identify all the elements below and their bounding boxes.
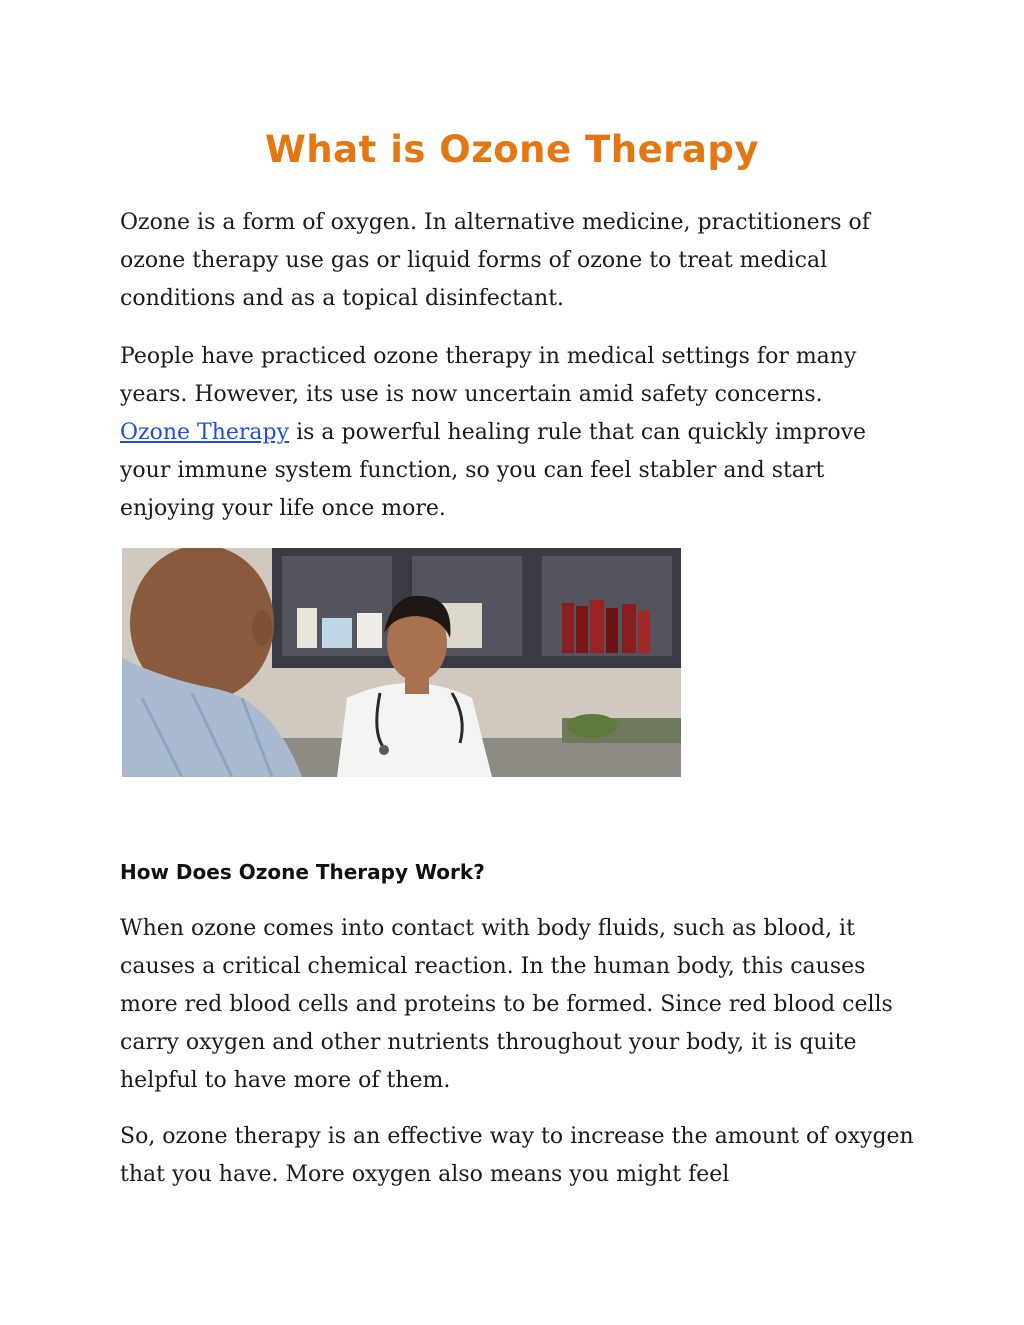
doctor-patient-photo bbox=[122, 548, 681, 777]
intro-paragraph: Ozone is a form of oxygen. In alternative medicine, practitioners of ozone therapy use gas or liquid forms of ozone to treat medical conditions and as a topical disinfectant. bbox=[120, 210, 870, 311]
page-title: What is Ozone Therapy bbox=[265, 128, 759, 171]
section-heading: How Does Ozone Therapy Work? bbox=[120, 860, 485, 884]
history-text: People have practiced ozone therapy in medical settings for many years. However, its use is now uncertain amid safety concerns. bbox=[120, 344, 857, 407]
mechanism-paragraph: When ozone comes into contact with body fluids, such as blood, it causes a critical chemical reaction. In the human body, this causes more red blood cells and proteins to be formed. Since red blood cells carry oxygen and other nutrients throughout your body, it is quite helpful to have more of them. bbox=[120, 916, 893, 1093]
ozone-therapy-link[interactable]: Ozone Therapy bbox=[120, 420, 290, 445]
history-text-continued: is a powerful healing rule that can quickly improve your immune system function, so you can feel stabler and start enjoying your life once more. bbox=[120, 420, 867, 521]
history-paragraph bbox=[120, 338, 920, 528]
benefit-paragraph: So, ozone therapy is an effective way to increase the amount of oxygen that you have. More oxygen also means you might feel bbox=[120, 1124, 914, 1187]
